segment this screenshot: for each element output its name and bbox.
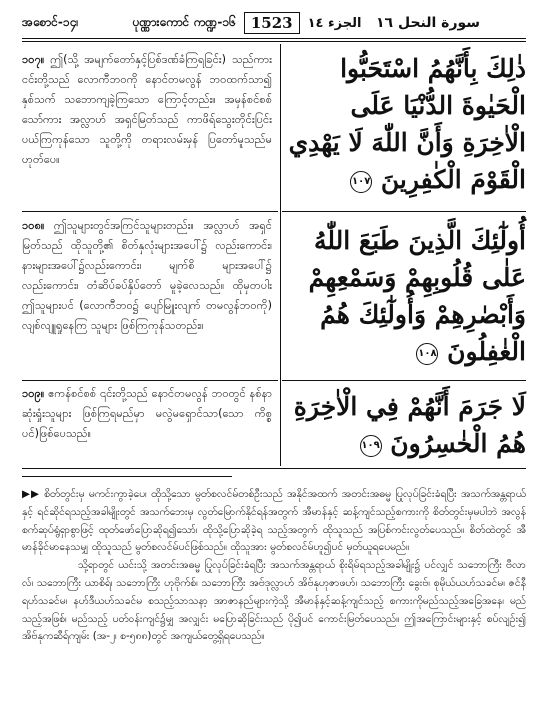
verse-108-text: ဤသူများတွင်အကြင်သူများတည်း။ အလ္လာဟ် အရှင်မြတ်သည် ထိုသူတို့၏ စိတ်နှလုံးများအပေါ်၌ လည်းကောင်း၊ နားများအပေါ်၌လည်းကောင်း၊ မျက်စိ များအပေါ်၌ လည်းကောင်း၊ တံဆိပ်ခပ်နှိပ်တော် မူခဲ့လေသည်။ ထိုမှတပါး ဤသူများပင် (လောကီဘဝ၌ ပျော်မြူးလျက် တမလွန်ဘဝကို) လျစ်လျူရှုနေကြ သူများ ဖြစ်ကြကုန်သတည်း။ (22, 219, 272, 332)
arabic-column-2 (288, 222, 526, 370)
header-section-label: ပုဏ္ဏားကောင် ကဏ္ဍ-၁၆ (132, 15, 236, 29)
verse-107-text: ဤ(သို့ အမျက်တော်နှင့်ပြစ်ဒဏ်ခံကြရခြင်း) သည်ကားငင်းတို့သည် လောကီဘဝကို နောင်တမလွန် ဘဝထက်သာ၍ နှစ်သက် သဘောကျခဲ့ကြသော ကြောင့်တည်း။ အမှန်စင်စစ်သော်ကား အလ္လာဟ် အရှင်မြတ်သည် ကာဖိရ်သွေးတိုင်းပြင်းပယ်ကြကုန်သော သူတို့ကို တရားလမ်းမှန် ပြတော်မူသည်မဟုတ်ပေ။ (22, 53, 272, 166)
ayah-marker-107: ١٠٧ (350, 171, 372, 193)
ayah-marker-108: ١٠٨ (416, 343, 438, 365)
verse-107-translation (22, 50, 272, 170)
arabic-separator-2 (282, 380, 526, 381)
footnote-text-1: စိတ်တွင်းမှ မကင်းကွာခဲ့ပေ၊ ထိုသို့သော မွတ်စလင်မ်တစ်ဦးသည် အနိုင်အထက် အတင်းအဓမ္မ ပြုလုပ်ခြင်းခံရပြီး အသက်အန္တရာယ်နှင့် ရင်ဆိုင်ရသည့်အခါမျိုးတွင် အသက်ဘေးမှ လွတ်မြောက်နိုင်ရန်အတွက် အီမာန်နှင့် ဆန့်ကျင်သည့်စကားကို စိတ်တွင်းမှမပါဘဲ အလွန်စက်ဆုပ်ရွံရှာစွာဖြင့် ထုတ်ဖော်ပြောဆိုရ၍သော်၊ ထိုသို့ပြောဆိုခဲ့ရ သည့်အတွက် ထိုသူသည် အပြစ်ကင်းလွတ်ပေသည်။ စိတ်ထဲတွင် အီမာန်ခိုင်မာနေသမျှ ထိုသူသည် မွတ်စလင်မ်ပင်ဖြစ်သည်။ ထိုသူအား မွတ်စလင်မ်ဟူ၍ပင် မှတ်ယူရပေမည်။ (22, 488, 527, 554)
footnote-paragraph-1 (22, 486, 526, 557)
translation-column (22, 50, 272, 170)
verse-107-arabic-text: ذٰلِكَ بِأَنَّهُمُ اسْتَحَبُّوا الْحَيٰوةَ الدُّنْيَا عَلَى الْاٰخِرَةِ وَأَنَّ اللّٰهَ لَا يَهْدِي الْقَوْمَ الْكٰفِرِينَ (288, 54, 526, 194)
verse-109-number: ၁၀၉။ (22, 387, 45, 400)
verse-separator-1 (22, 211, 278, 212)
column-divider (280, 44, 281, 466)
header-rule-inner (22, 41, 526, 42)
footnote (22, 486, 526, 646)
verse-107-number: ၁၀၇။ (22, 53, 45, 66)
arabic-separator-1 (282, 211, 526, 212)
footnote-continuation-icon: ▶▶ (22, 488, 40, 500)
header-surah-label: سورة النحل ١٦ (375, 15, 481, 31)
verse-108-arabic (288, 222, 526, 370)
footnote-rule (22, 476, 232, 477)
verse-109-text: ဧကန်စင်စစ် ၎င်းတို့သည် နောင်တမလွန် ဘဝတွင် နစ်နာဆုံးရှုံးသူများ ဖြစ်ကြရမည်မှာ မလွဲမရှောင်သာ(သော ကိစ္စပင်)ဖြစ်ပေသည်။ (22, 387, 272, 440)
verse-109-arabic (288, 388, 526, 462)
footnote-paragraph-2 (22, 557, 526, 646)
verse-separator-2 (22, 380, 278, 381)
verse-108-number: ၁၀၈။ (22, 219, 45, 232)
footnote-text-2: သို့ရာတွင် ယင်းသို့ အတင်းအဓမ္မ ပြုလုပ်ခြင်းခံရပြီး အသက်အန္တရာယ် စိုးရိမ်ရသည့်အခါမျိုး၌ ပင်လျှင် သဘောကြီး ဗီလာလ်၊ သဘောကြီး ယာစိရ်၊ သဘောကြီး ဟုဗိုက်စ်၊ သဘောကြီး အဗ်ဒုလ္လာဟ် အိဗ်နုဟုဇာဖဟ်၊ သဘောကြီး ခွေးဗ်၊ စုမိုယ်ယဟ်သခင်မ၊ ဇင်နီရဟ်သခင်မ၊ နဟ်ဒီယဟ်သခင်မ စသည့်သာသနာ့ အာဇာနည်များကဲ့သို့ အီမာန်နှင့်ဆန့်ကျင်သည့် စကားကိုမည်သည့်အခြေအနေ၊ မည်သည့်အဖြစ်၊ မည်သည့် ပတ်ဝန်းကျင်၌မျှ အလျှင်း မပြောဆိုခြင်းသည် ပို၍ပင် ကောင်းမြတ်ပေသည်။ ဤအကြောင်းများနှင့် စပ်လျဉ်း၍ အိဗ်နုကဆီရ်ကျမ်း (အ-၂၊ စ-၅၈၈)တွင် အကျယ်တွေ့ရှိရပေသည်။ (22, 559, 526, 643)
translation-column-2 (22, 216, 272, 336)
body-bottom-rule (22, 468, 526, 469)
header-rule (22, 38, 526, 39)
verse-109-arabic-text: لَا جَرَمَ أَنَّهُمْ فِي الْاٰخِرَةِ هُمُ الْخٰسِرُونَ (293, 392, 526, 458)
verse-108-translation (22, 216, 272, 336)
page-header (22, 10, 526, 36)
translation-column-3 (22, 384, 272, 444)
verse-109-translation (22, 384, 272, 444)
quran-translation-page (22, 10, 526, 700)
ayah-marker-109: ١٠٩ (360, 435, 382, 457)
page-number-box: 1523 (244, 12, 300, 34)
verse-107-arabic (288, 50, 526, 198)
arabic-column (288, 50, 526, 198)
header-volume-label: အစောင်-၁၄၊ (22, 15, 79, 29)
header-center (133, 12, 362, 34)
verse-108-arabic-text: أُولٰٓئِكَ الَّذِينَ طَبَعَ اللّٰهُ عَلٰى قُلُوبِهِمْ وَسَمْعِهِمْ وَأَبْصٰرِهِمْ وَأُولٰٓئِكَ هُمُ الْغٰفِلُونَ (308, 226, 526, 366)
arabic-column-3 (288, 388, 526, 462)
header-juz-label: الجزء ١٤ (307, 15, 362, 31)
